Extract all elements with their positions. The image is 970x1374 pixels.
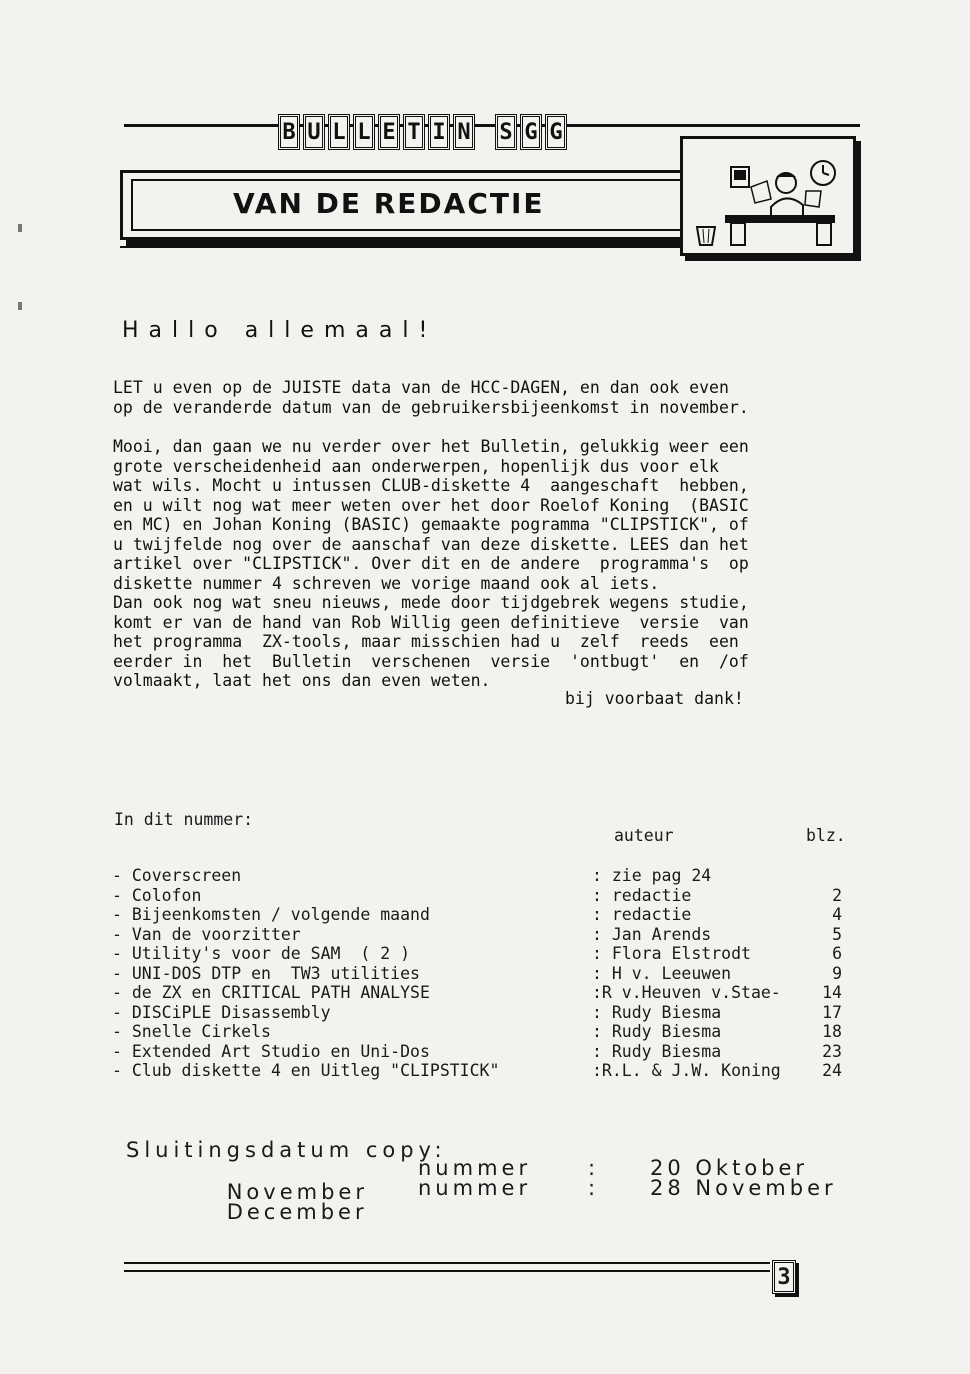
text-line: komt er van de hand van Rob Willig geen definitieve versie van — [113, 612, 749, 632]
text-line: eerder in het Bulletin verschenen versie 'ontbugt' en /of — [113, 651, 749, 671]
text-line: artikel over "CLIPSTICK". Over dit en de andere programma's op — [113, 554, 749, 573]
title-letter: I — [428, 114, 450, 150]
deadline-month: December — [226, 1200, 368, 1224]
toc-item-title: - Snelle Cirkels — [112, 1022, 271, 1041]
toc-row — [112, 925, 852, 945]
toc-item-title: - Van de voorzitter — [112, 924, 301, 944]
toc-heading: In dit nummer: — [114, 810, 254, 829]
deadline-month: November — [226, 1180, 368, 1204]
toc-item-author: : Rudy Biesma — [592, 1022, 722, 1041]
text-line: en u wilt nog wat meer weten over het door Roelof Koning (BASIC — [113, 495, 749, 515]
editor-at-desk-icon — [691, 147, 849, 249]
title-letter: L — [353, 114, 375, 150]
title-letter: B — [278, 114, 300, 150]
toc-row — [112, 1042, 852, 1062]
title-letter: N — [453, 114, 475, 150]
toc-item-title: - Extended Art Studio en Uni-Dos — [112, 1041, 430, 1061]
deadline-date: 28 November — [650, 1176, 837, 1200]
toc-item-title: - de ZX en CRITICAL PATH ANALYSE — [112, 983, 430, 1002]
deadline-label: nummer — [418, 1156, 532, 1180]
toc-row — [112, 886, 852, 906]
text-line: en MC) en Johan Koning (BASIC) gemaakte pogramma "CLIPSTICK", of — [113, 515, 749, 534]
toc-item-author: : Flora Elstrodt — [592, 944, 751, 963]
toc-row — [112, 944, 852, 964]
editor-clipart — [680, 136, 856, 256]
title-letter: G — [545, 114, 567, 150]
toc-page-header: blz. — [806, 826, 846, 845]
toc-row — [112, 1022, 852, 1042]
toc-item-title: - Bijeenkomsten / volgende maand — [112, 905, 430, 924]
toc-item-author: : H v. Leeuwen — [592, 963, 732, 983]
toc-item-author: : redactie — [592, 885, 692, 905]
toc-row — [112, 1003, 852, 1023]
toc-item-page: 18 — [822, 1022, 842, 1041]
deadline-heading: Sluitingsdatum copy: — [126, 1138, 447, 1162]
toc-item-title: - Club diskette 4 en Uitleg "CLIPSTICK" — [112, 1061, 500, 1080]
text-line: wat wils. Mocht u intussen CLUB-diskette 4 aangeschaft hebben, — [113, 476, 749, 495]
punch-mark — [18, 224, 22, 232]
title-letter: E — [378, 114, 400, 150]
toc-item-author: : Rudy Biesma — [592, 1041, 722, 1061]
toc-row — [112, 905, 852, 925]
page-number: 3 — [772, 1260, 796, 1294]
deadline-separator: : — [588, 1176, 600, 1200]
toc-item-author: :R.L. & J.W. Koning — [592, 1061, 781, 1080]
greeting: Hallo allemaal! — [122, 318, 438, 343]
title-letter: L — [328, 114, 350, 150]
deadline-row — [184, 1176, 837, 1320]
toc-item-title: - DISCiPLE Disassembly — [112, 1002, 331, 1022]
toc-item-page: 6 — [832, 944, 842, 963]
toc-item-author: : Jan Arends — [592, 924, 712, 944]
deadline-separator: : — [588, 1156, 600, 1180]
toc-item-author: : Rudy Biesma — [592, 1002, 722, 1022]
section-title: VAN DE REDACTIE — [233, 187, 545, 220]
title-letter: G — [520, 114, 542, 150]
toc-item-page: 5 — [832, 924, 842, 944]
toc-row — [112, 1061, 852, 1081]
text-line: Mooi, dan gaan we nu verder over het Bulletin, gelukkig weer een — [113, 437, 749, 456]
toc-item-title: - Utility's voor de SAM ( 2 ) — [112, 944, 411, 963]
title-letter: U — [303, 114, 325, 150]
text-line: Dan ook nog wat sneu nieuws, mede door tijdgebrek wegens studie, — [113, 593, 749, 612]
toc-row — [112, 983, 852, 1003]
toc-item-page: 14 — [822, 983, 842, 1002]
text-line: u twijfelde nog over de aanschaf van deze diskette. LEES dan het — [113, 534, 749, 554]
toc-row — [112, 866, 852, 886]
toc-item-page: 24 — [822, 1061, 842, 1080]
toc-item-page: 23 — [822, 1041, 842, 1061]
deadline-label: nummer — [418, 1176, 532, 1200]
text-line: diskette nummer 4 schreven we vorige maand ook al iets. — [113, 573, 660, 593]
text-line: het programma ZX-tools, maar misschien had u zelf reeds een — [113, 632, 739, 651]
paragraph-data-notice — [113, 378, 749, 417]
thanks-line: bij voorbaat dank! — [565, 689, 744, 708]
title-letter: S — [495, 114, 517, 150]
toc-item-page: 9 — [832, 963, 842, 983]
text-line: op de veranderde datum van de gebruikersbijeenkomst in november. — [113, 397, 749, 417]
text-line: volmaakt, laat het ons dan even weten. — [113, 671, 491, 690]
footer-rule — [124, 1262, 770, 1264]
toc-row — [112, 964, 852, 984]
punch-mark — [18, 302, 22, 310]
toc-list — [112, 866, 852, 1081]
toc-item-title: - UNI-DOS DTP en TW3 utilities — [112, 963, 420, 983]
bulletin-title — [278, 114, 567, 150]
footer-rule — [124, 1270, 770, 1272]
text-line: grote verscheidenheid aan onderwerpen, hopenlijk dus voor elk — [113, 456, 719, 476]
section-banner — [120, 170, 712, 240]
title-gap — [478, 114, 492, 150]
toc-author-header: auteur — [614, 826, 674, 845]
toc-item-author: : zie pag 24 — [592, 866, 712, 885]
toc-item-author: :R v.Heuven v.Stae- — [592, 983, 781, 1002]
toc-item-title: - Coverscreen — [112, 866, 242, 885]
deadline-date: 20 Oktober — [650, 1156, 809, 1180]
banner-underline — [120, 246, 680, 248]
text-line: LET u even op de JUISTE data van de HCC-DAGEN, en dan ook even — [113, 378, 729, 397]
toc-item-author: : redactie — [592, 905, 692, 924]
paragraph-bulletin-intro — [113, 437, 749, 691]
toc-item-title: - Colofon — [112, 885, 202, 905]
toc-item-page: 2 — [832, 885, 842, 905]
toc-item-page: 4 — [832, 905, 842, 924]
toc-item-page: 17 — [822, 1002, 842, 1022]
title-letter: T — [403, 114, 425, 150]
